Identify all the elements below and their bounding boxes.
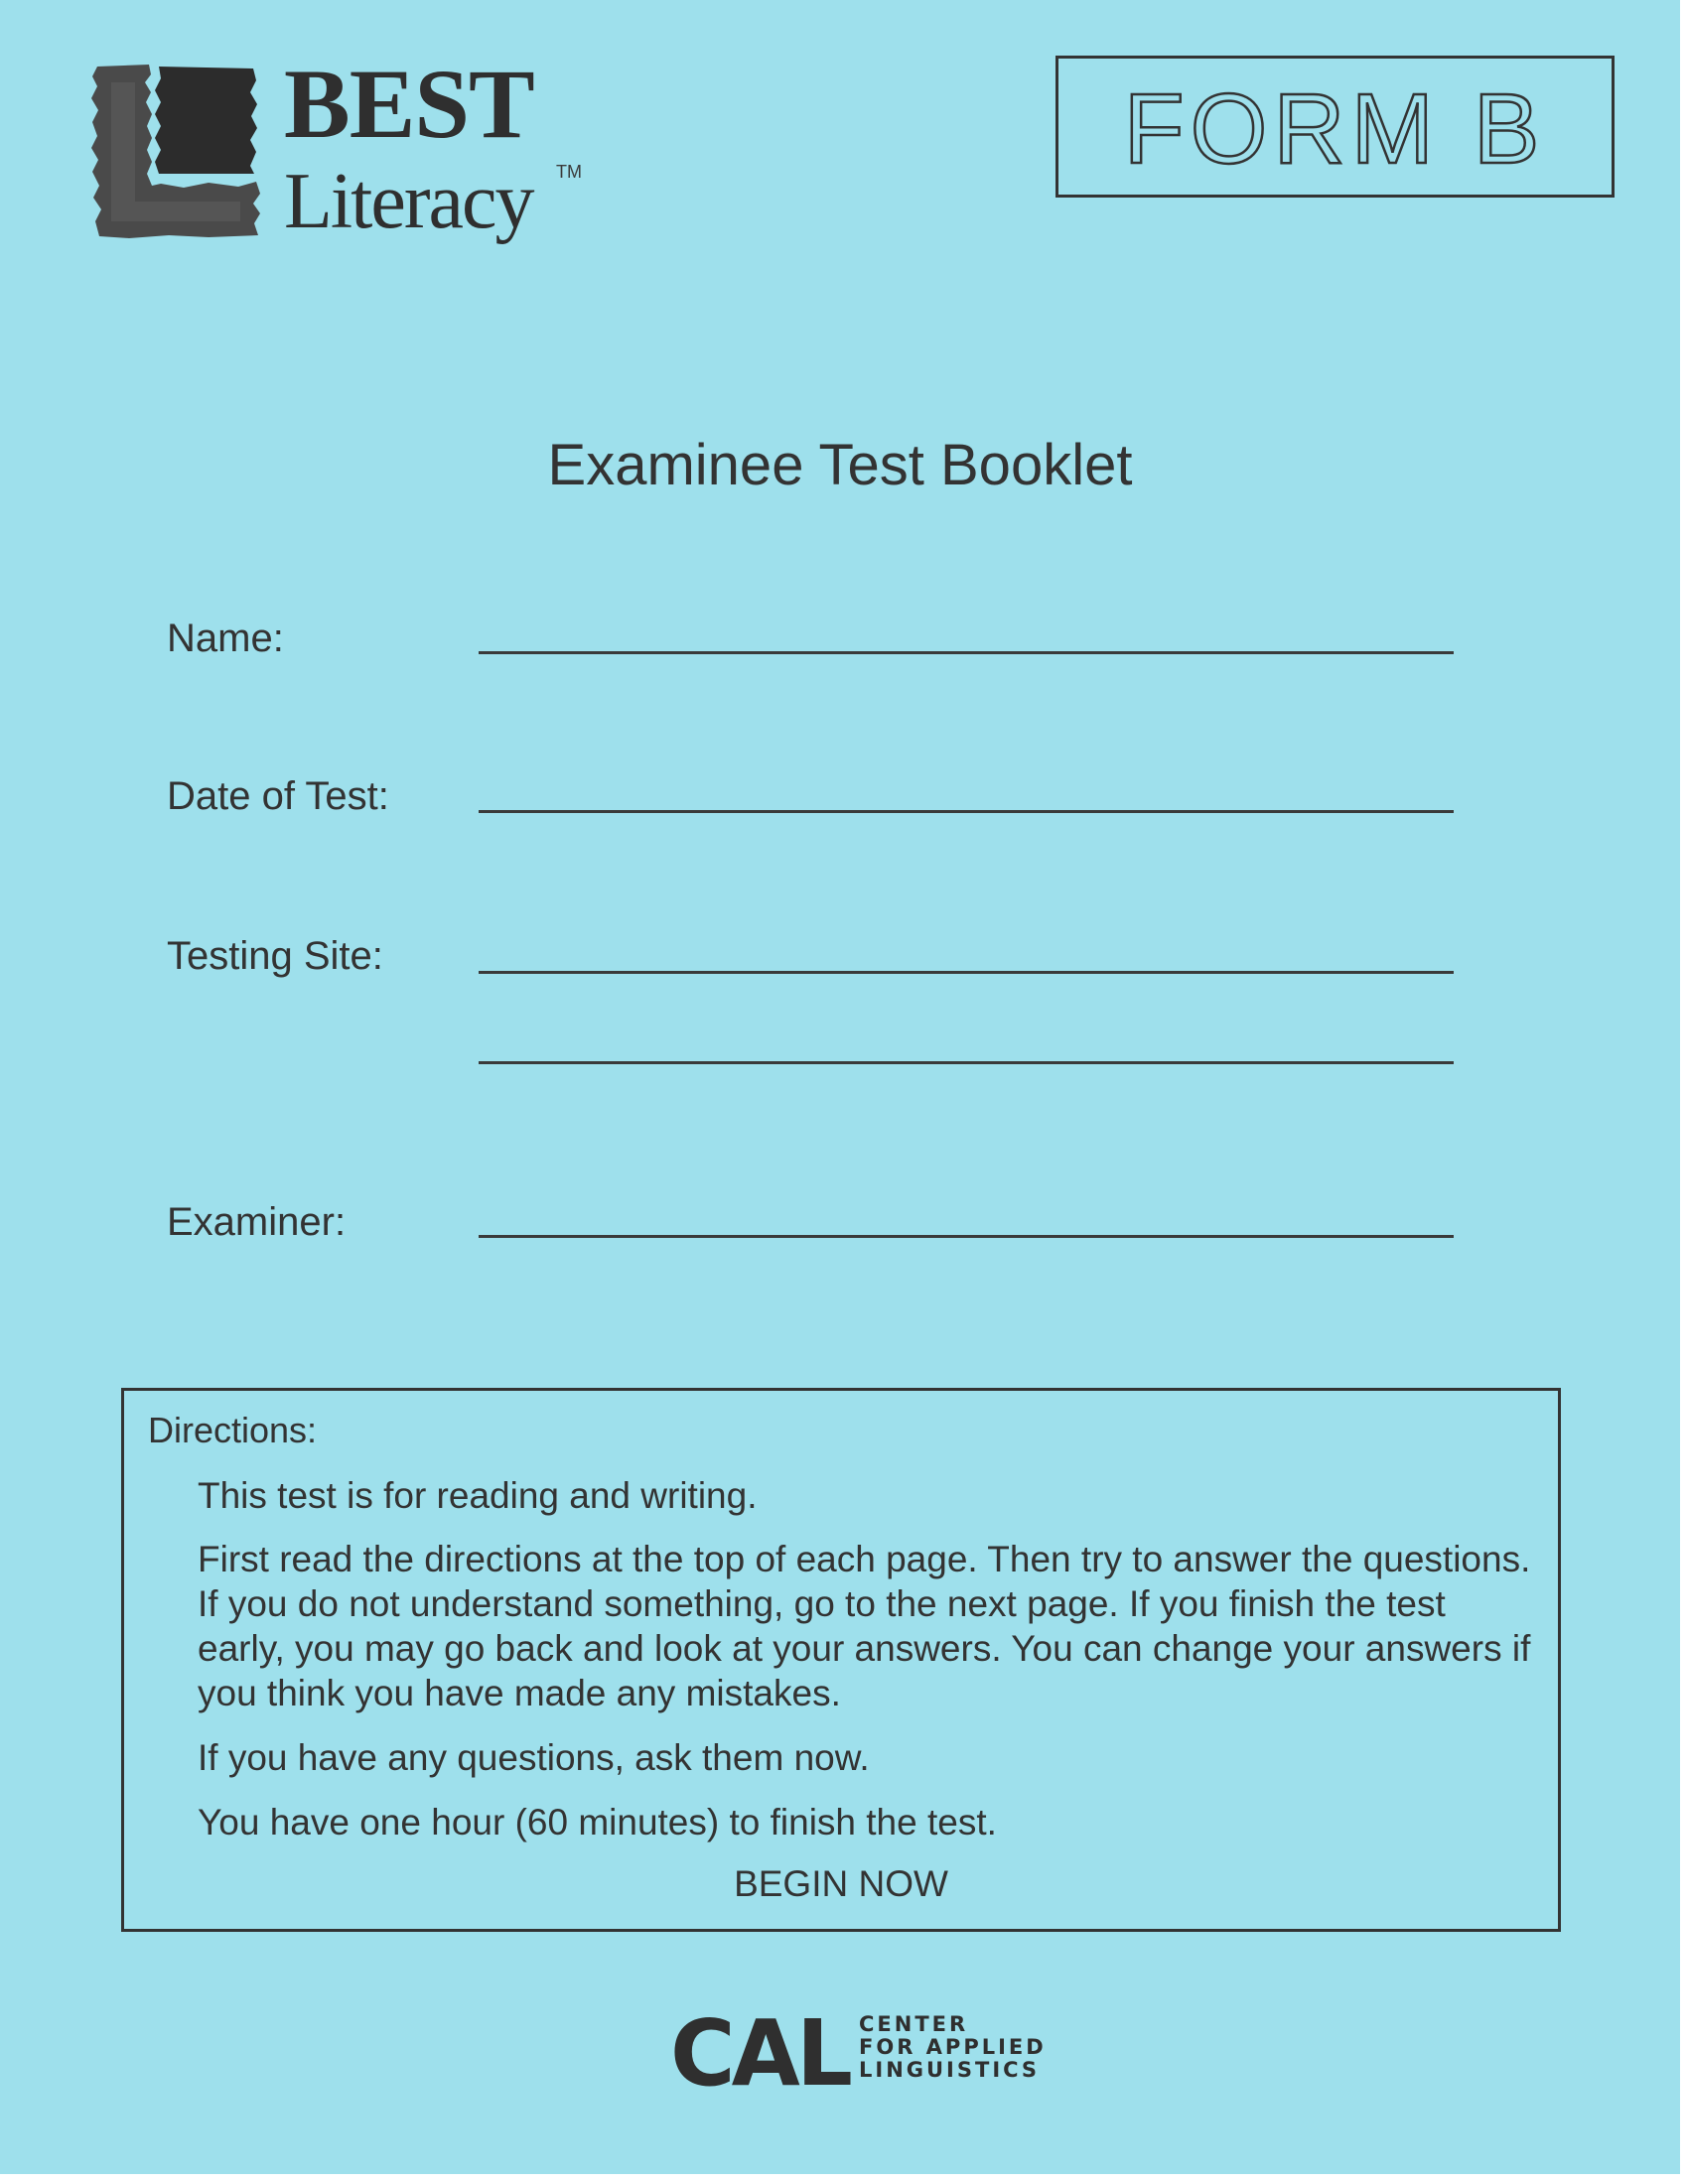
begin-now-text: BEGIN NOW bbox=[734, 1863, 948, 1904]
cal-name-line-3: LINGUISTICS bbox=[859, 2058, 1041, 2082]
logo-best-text: BEST bbox=[284, 49, 534, 159]
name-label: Name: bbox=[167, 616, 284, 660]
cal-name-line-1: CENTER bbox=[859, 2012, 969, 2036]
examiner-line[interactable] bbox=[479, 1235, 1454, 1238]
directions-paragraph-4: You have one hour (60 minutes) to finish the test. bbox=[198, 1802, 997, 1843]
trademark-symbol: TM bbox=[556, 162, 582, 182]
cal-logo bbox=[670, 2007, 1067, 2097]
directions-paragraph-3: If you have any questions, ask them now. bbox=[198, 1737, 870, 1778]
best-literacy-logo bbox=[89, 49, 606, 263]
cal-logo-letters bbox=[670, 2007, 854, 2092]
best-literacy-logo-mark bbox=[89, 63, 263, 239]
cal-name bbox=[859, 2013, 1047, 2082]
date-of-test-label: Date of Test: bbox=[167, 774, 389, 818]
name-line[interactable] bbox=[479, 651, 1454, 654]
directions-paragraph-2: First read the directions at the top of each page. Then try to answer the questions. If you do not understand something, go to the next page. If you finish the test early, you may go back and look at your answers. You can change your answers if you think you have made any mistakes. bbox=[198, 1539, 1531, 1713]
page-title: Examinee Test Booklet bbox=[547, 433, 1133, 497]
cal-abbrev: CAL bbox=[670, 2007, 852, 2092]
directions-heading: Directions: bbox=[148, 1410, 318, 1450]
form-label-box bbox=[1055, 56, 1615, 198]
directions-box bbox=[121, 1388, 1561, 1932]
testing-site-label: Testing Site: bbox=[167, 934, 383, 978]
testing-site-line[interactable] bbox=[479, 971, 1454, 974]
cal-name-line-2: FOR APPLIED bbox=[859, 2035, 1047, 2059]
date-of-test-line[interactable] bbox=[479, 810, 1454, 813]
directions-paragraph-1: This test is for reading and writing. bbox=[198, 1475, 758, 1516]
examiner-label: Examiner: bbox=[167, 1200, 347, 1244]
testing-site-line-2[interactable] bbox=[479, 1061, 1454, 1064]
logo-literacy-text: Literacy bbox=[284, 158, 533, 245]
form-label: FORM B bbox=[1123, 73, 1546, 185]
